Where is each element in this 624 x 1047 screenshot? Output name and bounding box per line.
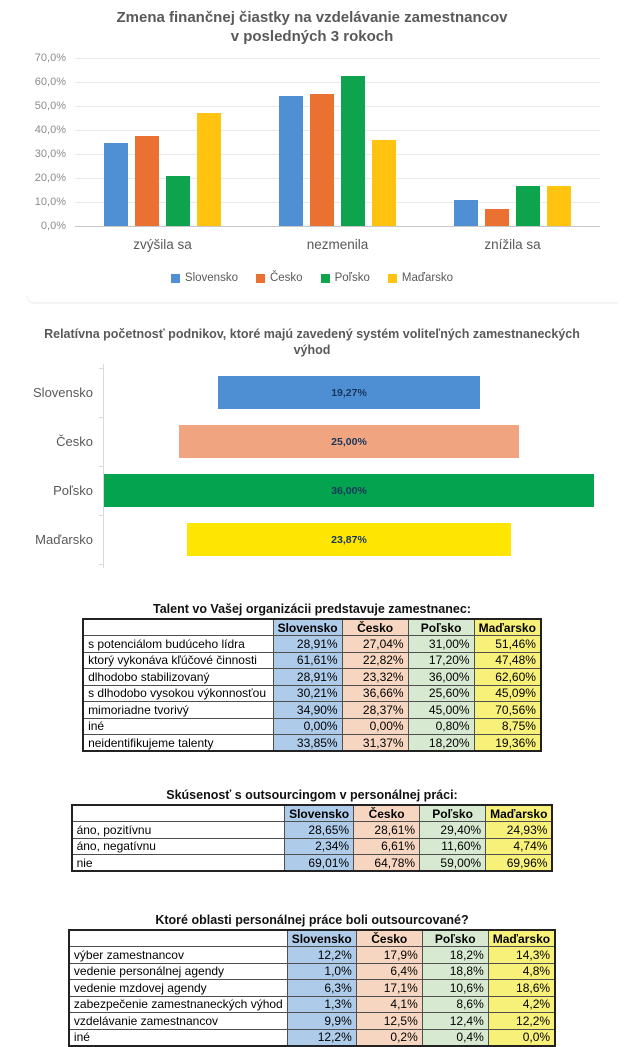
- value-cell: 45,09%: [474, 685, 541, 702]
- table-title: Skúsenosť s outsourcingom v personálnej práci:: [166, 788, 458, 802]
- table-row: [83, 652, 541, 669]
- value-cell: 1,0%: [287, 963, 356, 980]
- column-header-maďarsko: Maďarsko: [486, 805, 553, 822]
- bar-group-2: [250, 58, 425, 226]
- section-divider: [26, 296, 618, 304]
- bar-maďarsko: [197, 113, 221, 226]
- row-label: s dlhodobo vysokou výkonnosťou: [83, 685, 273, 702]
- chart2-category-label: Poľsko: [53, 483, 93, 498]
- chart1-category-axis: [75, 226, 600, 252]
- table-row: [83, 735, 541, 752]
- bar-value-label: 23,87%: [331, 533, 367, 546]
- column-header-česko: Česko: [354, 805, 420, 822]
- value-cell: 28,37%: [342, 702, 408, 719]
- bar-poľsko: [166, 176, 190, 226]
- table-header-row: [69, 930, 555, 947]
- bar-česko: [485, 209, 509, 226]
- y-axis-tick-label: 20,0%: [34, 172, 66, 184]
- table-header-row: [72, 805, 553, 822]
- value-cell: 8,6%: [422, 996, 488, 1013]
- row-label: áno, pozitívnu: [72, 822, 285, 839]
- value-cell: 24,93%: [486, 822, 553, 839]
- table-row: [69, 1029, 555, 1046]
- grouped-bar-chart: [0, 0, 624, 284]
- legend-label: Poľsko: [334, 272, 370, 284]
- value-cell: 8,75%: [474, 718, 541, 735]
- value-cell: 36,00%: [408, 669, 474, 686]
- row-label: výber zamestnancov: [69, 947, 287, 964]
- value-cell: 31,37%: [342, 735, 408, 752]
- row-label: nie: [72, 855, 285, 872]
- bar-maďarsko: [547, 186, 571, 226]
- table-row: [72, 855, 553, 872]
- corner-cell: [83, 619, 273, 636]
- y-axis-tick-label: 40,0%: [34, 124, 66, 136]
- table-outsourcing-experience-block: [0, 788, 624, 872]
- value-cell: 4,8%: [488, 963, 555, 980]
- value-cell: 28,91%: [273, 669, 342, 686]
- chart2-category-label: Česko: [56, 434, 93, 449]
- corner-cell: [72, 805, 285, 822]
- column-header-slovensko: Slovensko: [273, 619, 342, 636]
- x-axis-category-label: nezmenila: [306, 237, 369, 252]
- legend-item-slovensko: [171, 272, 238, 284]
- column-header-slovensko: Slovensko: [287, 930, 356, 947]
- data-table: [82, 618, 542, 752]
- column-header-poľsko: Poľsko: [420, 805, 486, 822]
- value-cell: 47,48%: [474, 652, 541, 669]
- legend-swatch-icon: [256, 274, 265, 283]
- value-cell: 10,6%: [422, 980, 488, 997]
- table-title: Ktoré oblasti personálnej práce boli outsourcované?: [155, 913, 469, 927]
- value-cell: 25,60%: [408, 685, 474, 702]
- value-cell: 36,66%: [342, 685, 408, 702]
- axis-tick: [99, 417, 104, 418]
- table-header-row: [83, 619, 541, 636]
- value-cell: 12,2%: [488, 1013, 555, 1030]
- table-outsourced-areas-block: [0, 913, 624, 1047]
- value-cell: 9,9%: [287, 1013, 356, 1030]
- bar-česko: [310, 94, 334, 226]
- row-label: dlhodobo stabilizovaný: [83, 669, 273, 686]
- legend-swatch-icon: [321, 274, 330, 283]
- value-cell: 29,40%: [420, 822, 486, 839]
- bar-group-1: [75, 58, 250, 226]
- y-axis-tick-label: 60,0%: [34, 76, 66, 88]
- corner-cell: [69, 930, 287, 947]
- value-cell: 0,00%: [342, 718, 408, 735]
- table-row: [72, 838, 553, 855]
- centered-horizontal-bar-chart: [0, 326, 624, 568]
- chart1-title-line1: Zmena finančnej čiastky na vzdelávanie zamestnancov: [116, 9, 508, 26]
- value-cell: 34,90%: [273, 702, 342, 719]
- value-cell: 64,78%: [354, 855, 420, 872]
- row-label: vedenie personálnej agendy: [69, 963, 287, 980]
- legend-label: Česko: [269, 272, 303, 284]
- table-row: [83, 702, 541, 719]
- value-cell: 27,04%: [342, 636, 408, 653]
- value-cell: 59,00%: [420, 855, 486, 872]
- bar-poľsko: [516, 186, 540, 226]
- value-cell: 17,20%: [408, 652, 474, 669]
- table-title: Talent vo Vašej organizácii predstavuje zamestnanec:: [153, 602, 471, 616]
- value-cell: 28,91%: [273, 636, 342, 653]
- x-axis-category-label: zvýšila sa: [133, 237, 192, 252]
- row-label: ktorý vykonáva kľúčové činnosti: [83, 652, 273, 669]
- bar-maďarsko: [372, 140, 396, 226]
- column-header-maďarsko: Maďarsko: [488, 930, 555, 947]
- value-cell: 0,80%: [408, 718, 474, 735]
- table-row: [83, 669, 541, 686]
- chart2-plot-area: [103, 364, 594, 568]
- chart2-category-label: Maďarsko: [35, 532, 93, 547]
- table-talent-block: [0, 602, 624, 752]
- value-cell: 51,46%: [474, 636, 541, 653]
- row-label: vedenie mzdovej agendy: [69, 980, 287, 997]
- bar-slovensko: [279, 96, 303, 226]
- table-row: [72, 822, 553, 839]
- value-cell: 6,4%: [356, 963, 422, 980]
- bar-slovensko: [104, 143, 128, 226]
- value-cell: 6,61%: [354, 838, 420, 855]
- value-cell: 69,01%: [285, 855, 354, 872]
- legend-swatch-icon: [388, 274, 397, 283]
- data-table: [68, 929, 556, 1047]
- table-row: [69, 963, 555, 980]
- chart2-title-line2: výhod: [293, 343, 331, 357]
- value-cell: 4,74%: [486, 838, 553, 855]
- value-cell: 31,00%: [408, 636, 474, 653]
- value-cell: 22,82%: [342, 652, 408, 669]
- bar-value-label: 25,00%: [331, 435, 367, 448]
- table-row: [83, 685, 541, 702]
- axis-tick: [99, 368, 104, 369]
- value-cell: 12,4%: [422, 1013, 488, 1030]
- bar-slovensko: [454, 200, 478, 226]
- y-axis-tick-label: 0,0%: [40, 220, 66, 232]
- table-row: [69, 1013, 555, 1030]
- value-cell: 30,21%: [273, 685, 342, 702]
- value-cell: 18,2%: [422, 947, 488, 964]
- legend-item-poľsko: [321, 272, 370, 284]
- chart1-title: [0, 8, 624, 46]
- value-cell: 0,00%: [273, 718, 342, 735]
- x-axis-category-label: znížila sa: [484, 237, 541, 252]
- value-cell: 69,96%: [486, 855, 553, 872]
- chart2-title: [40, 326, 584, 358]
- value-cell: 61,61%: [273, 652, 342, 669]
- chart1-legend: [0, 272, 624, 284]
- legend-label: Slovensko: [184, 272, 238, 284]
- row-label: iné: [69, 1029, 287, 1046]
- y-axis-tick-label: 10,0%: [34, 196, 66, 208]
- column-header-slovensko: Slovensko: [285, 805, 354, 822]
- value-cell: 45,00%: [408, 702, 474, 719]
- y-axis-tick-label: 70,0%: [34, 52, 66, 64]
- value-cell: 33,85%: [273, 735, 342, 752]
- legend-item-česko: [256, 272, 303, 284]
- value-cell: 28,61%: [354, 822, 420, 839]
- column-header-poľsko: Poľsko: [408, 619, 474, 636]
- data-table: [71, 804, 554, 872]
- value-cell: 4,1%: [356, 996, 422, 1013]
- value-cell: 28,65%: [285, 822, 354, 839]
- legend-label: Maďarsko: [401, 272, 454, 284]
- chart2-category-labels: [0, 364, 103, 568]
- column-header-poľsko: Poľsko: [422, 930, 488, 947]
- chart2-bar-row: [104, 466, 594, 515]
- bar-group-3: [425, 58, 600, 226]
- value-cell: 12,2%: [287, 947, 356, 964]
- value-cell: 12,2%: [287, 1029, 356, 1046]
- table-row: [69, 996, 555, 1013]
- chart2-bar-poľsko: [104, 474, 594, 507]
- legend-swatch-icon: [171, 274, 180, 283]
- value-cell: 18,8%: [422, 963, 488, 980]
- value-cell: 23,32%: [342, 669, 408, 686]
- gridline: [75, 226, 600, 227]
- value-cell: 2,34%: [285, 838, 354, 855]
- bar-groups: [75, 58, 600, 226]
- chart2-bar-česko: [179, 425, 519, 458]
- value-cell: 1,3%: [287, 996, 356, 1013]
- chart2-bar-row: [104, 368, 594, 417]
- bar-value-label: 36,00%: [331, 484, 367, 497]
- bar-value-label: 19,27%: [331, 386, 367, 399]
- value-cell: 4,2%: [488, 996, 555, 1013]
- value-cell: 70,56%: [474, 702, 541, 719]
- row-label: zabezpečenie zamestnaneckých výhod: [69, 996, 287, 1013]
- value-cell: 17,1%: [356, 980, 422, 997]
- y-axis-tick-label: 50,0%: [34, 100, 66, 112]
- chart2-bar-row: [104, 515, 594, 564]
- table-row: [69, 947, 555, 964]
- chart2-title-line1: Relatívna početnosť podnikov, ktoré majú zavedený systém voliteľných zamestnaneckých: [44, 327, 580, 341]
- value-cell: 19,36%: [474, 735, 541, 752]
- chart2-body: [0, 364, 594, 568]
- value-cell: 11,60%: [420, 838, 486, 855]
- bar-poľsko: [341, 76, 365, 226]
- value-cell: 17,9%: [356, 947, 422, 964]
- chart1-title-line2: v posledných 3 rokoch: [230, 28, 394, 45]
- axis-tick: [99, 515, 104, 516]
- table-row: [83, 636, 541, 653]
- column-header-česko: Česko: [356, 930, 422, 947]
- column-header-maďarsko: Maďarsko: [474, 619, 541, 636]
- axis-tick: [99, 564, 104, 565]
- y-axis-tick-label: 30,0%: [34, 148, 66, 160]
- chart2-bar-row: [104, 417, 594, 466]
- value-cell: 18,6%: [488, 980, 555, 997]
- column-header-česko: Česko: [342, 619, 408, 636]
- value-cell: 12,5%: [356, 1013, 422, 1030]
- value-cell: 6,3%: [287, 980, 356, 997]
- axis-tick: [99, 466, 104, 467]
- chart1-plot-area: [34, 52, 600, 232]
- value-cell: 18,20%: [408, 735, 474, 752]
- row-label: iné: [83, 718, 273, 735]
- value-cell: 62,60%: [474, 669, 541, 686]
- chart2-bar-slovensko: [218, 376, 480, 409]
- chart2-bar-maďarsko: [187, 523, 512, 556]
- row-label: áno, negatívnu: [72, 838, 285, 855]
- table-row: [83, 718, 541, 735]
- row-label: mimoriadne tvorivý: [83, 702, 273, 719]
- value-cell: 0,0%: [488, 1029, 555, 1046]
- chart2-category-label: Slovensko: [33, 385, 93, 400]
- value-cell: 14,3%: [488, 947, 555, 964]
- value-cell: 0,2%: [356, 1029, 422, 1046]
- legend-item-maďarsko: [388, 272, 453, 284]
- row-label: neidentifikujeme talenty: [83, 735, 273, 752]
- value-cell: 0,4%: [422, 1029, 488, 1046]
- row-label: vzdelávanie zamestnancov: [69, 1013, 287, 1030]
- row-label: s potenciálom budúceho lídra: [83, 636, 273, 653]
- table-row: [69, 980, 555, 997]
- bar-česko: [135, 136, 159, 226]
